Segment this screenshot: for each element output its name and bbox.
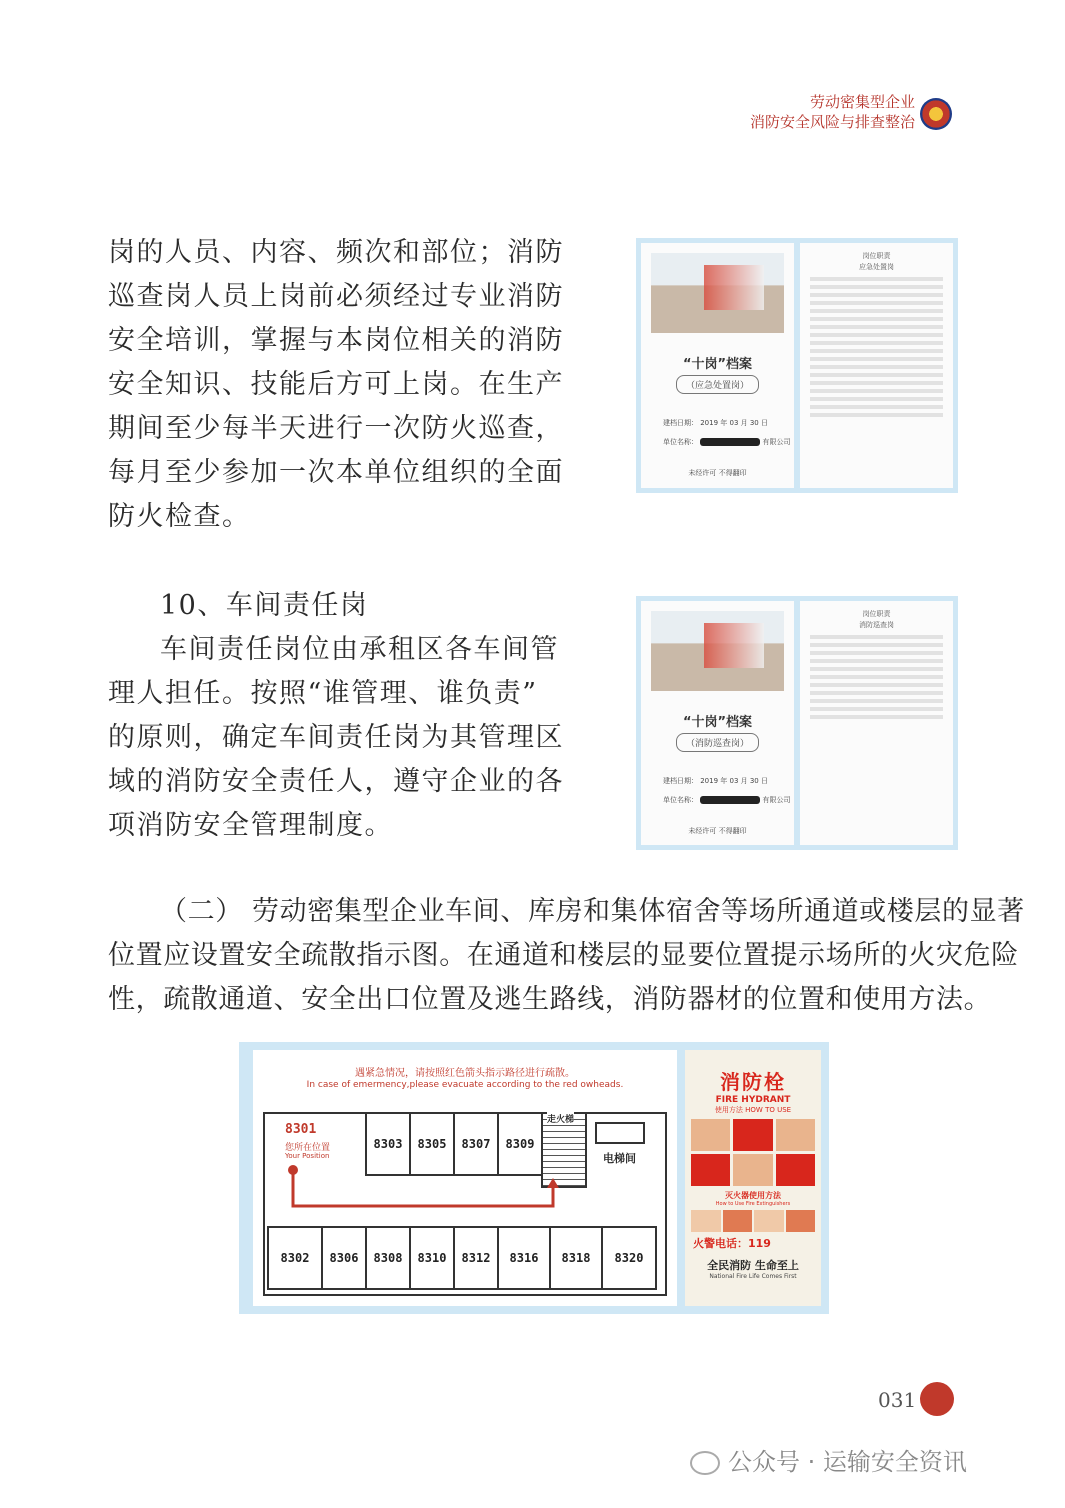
fire-phone: 火警电话：119 [693, 1237, 771, 1250]
evacuation-plan [253, 1050, 677, 1306]
header-line-2: 消防安全风险与排查整治 [749, 113, 915, 131]
unit-label: 单位名称： [663, 796, 698, 804]
text-line: 的原则，确定车间责任岗为其管理区 [108, 722, 564, 753]
ext-step-2-illustration [723, 1210, 753, 1232]
archive-subtitle: （应急处置岗） [676, 375, 759, 394]
text-line: 防火检查。 [108, 501, 251, 532]
room-8318: 8318 [549, 1226, 603, 1290]
text-line: 性，疏散通道、安全出口位置及逃生路线，消防器材的位置和使用方法。 [108, 984, 992, 1015]
evacuation-figure [239, 1042, 829, 1314]
poster-title: 消防栓 [720, 1070, 786, 1094]
archive-footer: 未经许可 不得翻印 [688, 827, 747, 835]
text-line: 安全培训，掌握与本岗位相关的消防 [108, 325, 564, 356]
current-room-number: 8301 [285, 1122, 317, 1137]
text-line: 巡查岗人员上岗前必须经过专业消防 [108, 281, 564, 312]
watermark-text: 公众号 · 运输安全资讯 [728, 1448, 967, 1476]
unit-suffix: 有限公司 [762, 796, 791, 804]
hydrant-steps [691, 1119, 815, 1186]
text-line: 域的消防安全责任人，遵守企业的各 [108, 766, 564, 797]
evacuation-arrow [293, 1170, 553, 1206]
watermark [690, 1442, 967, 1477]
text-line: 安全知识、技能后方可上岗。在生产 [108, 369, 564, 400]
header-line-1: 劳动密集型企业 [809, 93, 915, 111]
room-8305: 8305 [409, 1112, 455, 1176]
room-8320: 8320 [601, 1226, 657, 1290]
section-heading: 10、车间责任岗 [160, 590, 369, 621]
body-paragraph-2 [108, 628, 564, 848]
body-paragraph-3 [108, 890, 1025, 1022]
step-2-illustration [733, 1119, 772, 1151]
arrow-head-icon [547, 1178, 559, 1188]
duty-page-subtitle: 消防巡查岗 [859, 621, 894, 629]
room-8312: 8312 [453, 1226, 499, 1290]
redaction-mark [700, 796, 760, 804]
stairs-label: 走火梯 [547, 1112, 574, 1125]
archive-unit [663, 795, 790, 805]
room-8308: 8308 [365, 1226, 411, 1290]
text-line: 期间至少每半天进行一次防火巡查， [108, 413, 564, 444]
ext-step-3-illustration [754, 1210, 784, 1232]
extinguisher-title: 灭火器使用方法 [725, 1191, 781, 1200]
extinguisher-title-en: How to Use Fire Extinguishers [715, 1201, 791, 1207]
wechat-icon [690, 1451, 720, 1475]
archive-cover [641, 243, 794, 488]
text-line: 理人担任。按照“谁管理、谁负责” [108, 678, 538, 709]
page-number: 031 [878, 1388, 917, 1412]
ext-step-4-illustration [786, 1210, 816, 1232]
notice-cn: 遇紧急情况，请按照红色箭头指示路径进行疏散。 [355, 1068, 575, 1079]
fire-hydrant-poster [685, 1050, 821, 1306]
elevator-label: 电梯间 [603, 1152, 636, 1165]
archive-photo-emergency [636, 238, 958, 493]
page-number-dot-icon [920, 1382, 954, 1416]
body-paragraph-1 [108, 231, 564, 539]
poster-title-en: FIRE HYDRANT [715, 1095, 791, 1105]
ext-step-1-illustration [691, 1210, 721, 1232]
duty-page-subtitle: 应急处置岗 [859, 263, 894, 271]
archive-title: “十岗”档案 [682, 715, 753, 730]
duty-page-title: 岗位职责 [862, 610, 891, 618]
archive-duty-page [800, 243, 953, 488]
archive-date: 建档日期： 2019 年 03 月 30 日 [663, 777, 768, 785]
unit-label: 单位名称： [663, 438, 698, 446]
room-8316: 8316 [497, 1226, 551, 1290]
archive-footer: 未经许可 不得翻印 [688, 469, 747, 477]
notice-en: In case of emermency,please evacuate according to the red owheads. [306, 1080, 624, 1090]
fire-emblem-icon [920, 98, 952, 130]
running-header [750, 92, 915, 132]
text-line: 岗的人员、内容、频次和部位；消防 [108, 237, 564, 268]
archive-duty-page [800, 601, 953, 845]
text-line: 每月至少参加一次本单位组织的全面 [108, 457, 564, 488]
archive-title: “十岗”档案 [682, 357, 753, 372]
text-line: 项消防安全管理制度。 [108, 810, 393, 841]
text-line: 车间责任岗位由承租区各车间管 [160, 634, 559, 665]
step-5-illustration [733, 1154, 772, 1186]
position-label-cn: 您所在位置 [285, 1143, 331, 1153]
extinguisher-steps [691, 1210, 815, 1232]
room-8303: 8303 [365, 1112, 411, 1176]
step-6-illustration [776, 1154, 815, 1186]
archive-unit [663, 437, 790, 447]
text-line: 位置应设置安全疏散指示图。在通道和楼层的显要位置提示场所的火灾危险 [108, 940, 1019, 971]
archive-subtitle: （消防巡查岗） [676, 733, 759, 752]
room-8310: 8310 [409, 1226, 455, 1290]
position-label-en: Your Position [285, 1152, 330, 1160]
archive-date: 建档日期： 2019 年 03 月 30 日 [663, 419, 768, 427]
building-photo [651, 611, 784, 691]
archive-cover [641, 601, 794, 845]
duty-page-title: 岗位职责 [862, 252, 891, 260]
room-8307: 8307 [453, 1112, 499, 1176]
poster-slogan-en: National Fire Life Comes First [709, 1273, 797, 1280]
poster-howto: 使用方法 HOW TO USE [714, 1106, 792, 1114]
archive-photo-patrol [636, 596, 958, 850]
step-4-illustration [691, 1154, 730, 1186]
room-8306: 8306 [321, 1226, 367, 1290]
redaction-mark [700, 438, 760, 446]
building-photo [651, 253, 784, 333]
room-8309: 8309 [497, 1112, 543, 1176]
step-1-illustration [691, 1119, 730, 1151]
text-line: （二） 劳动密集型企业车间、库房和集体宿舍等场所通道或楼层的显著 [160, 896, 1025, 927]
unit-suffix: 有限公司 [762, 438, 791, 446]
step-3-illustration [776, 1119, 815, 1151]
poster-slogan: 全民消防 生命至上 [707, 1259, 799, 1272]
room-8302: 8302 [267, 1226, 323, 1290]
start-point-icon [288, 1165, 298, 1175]
